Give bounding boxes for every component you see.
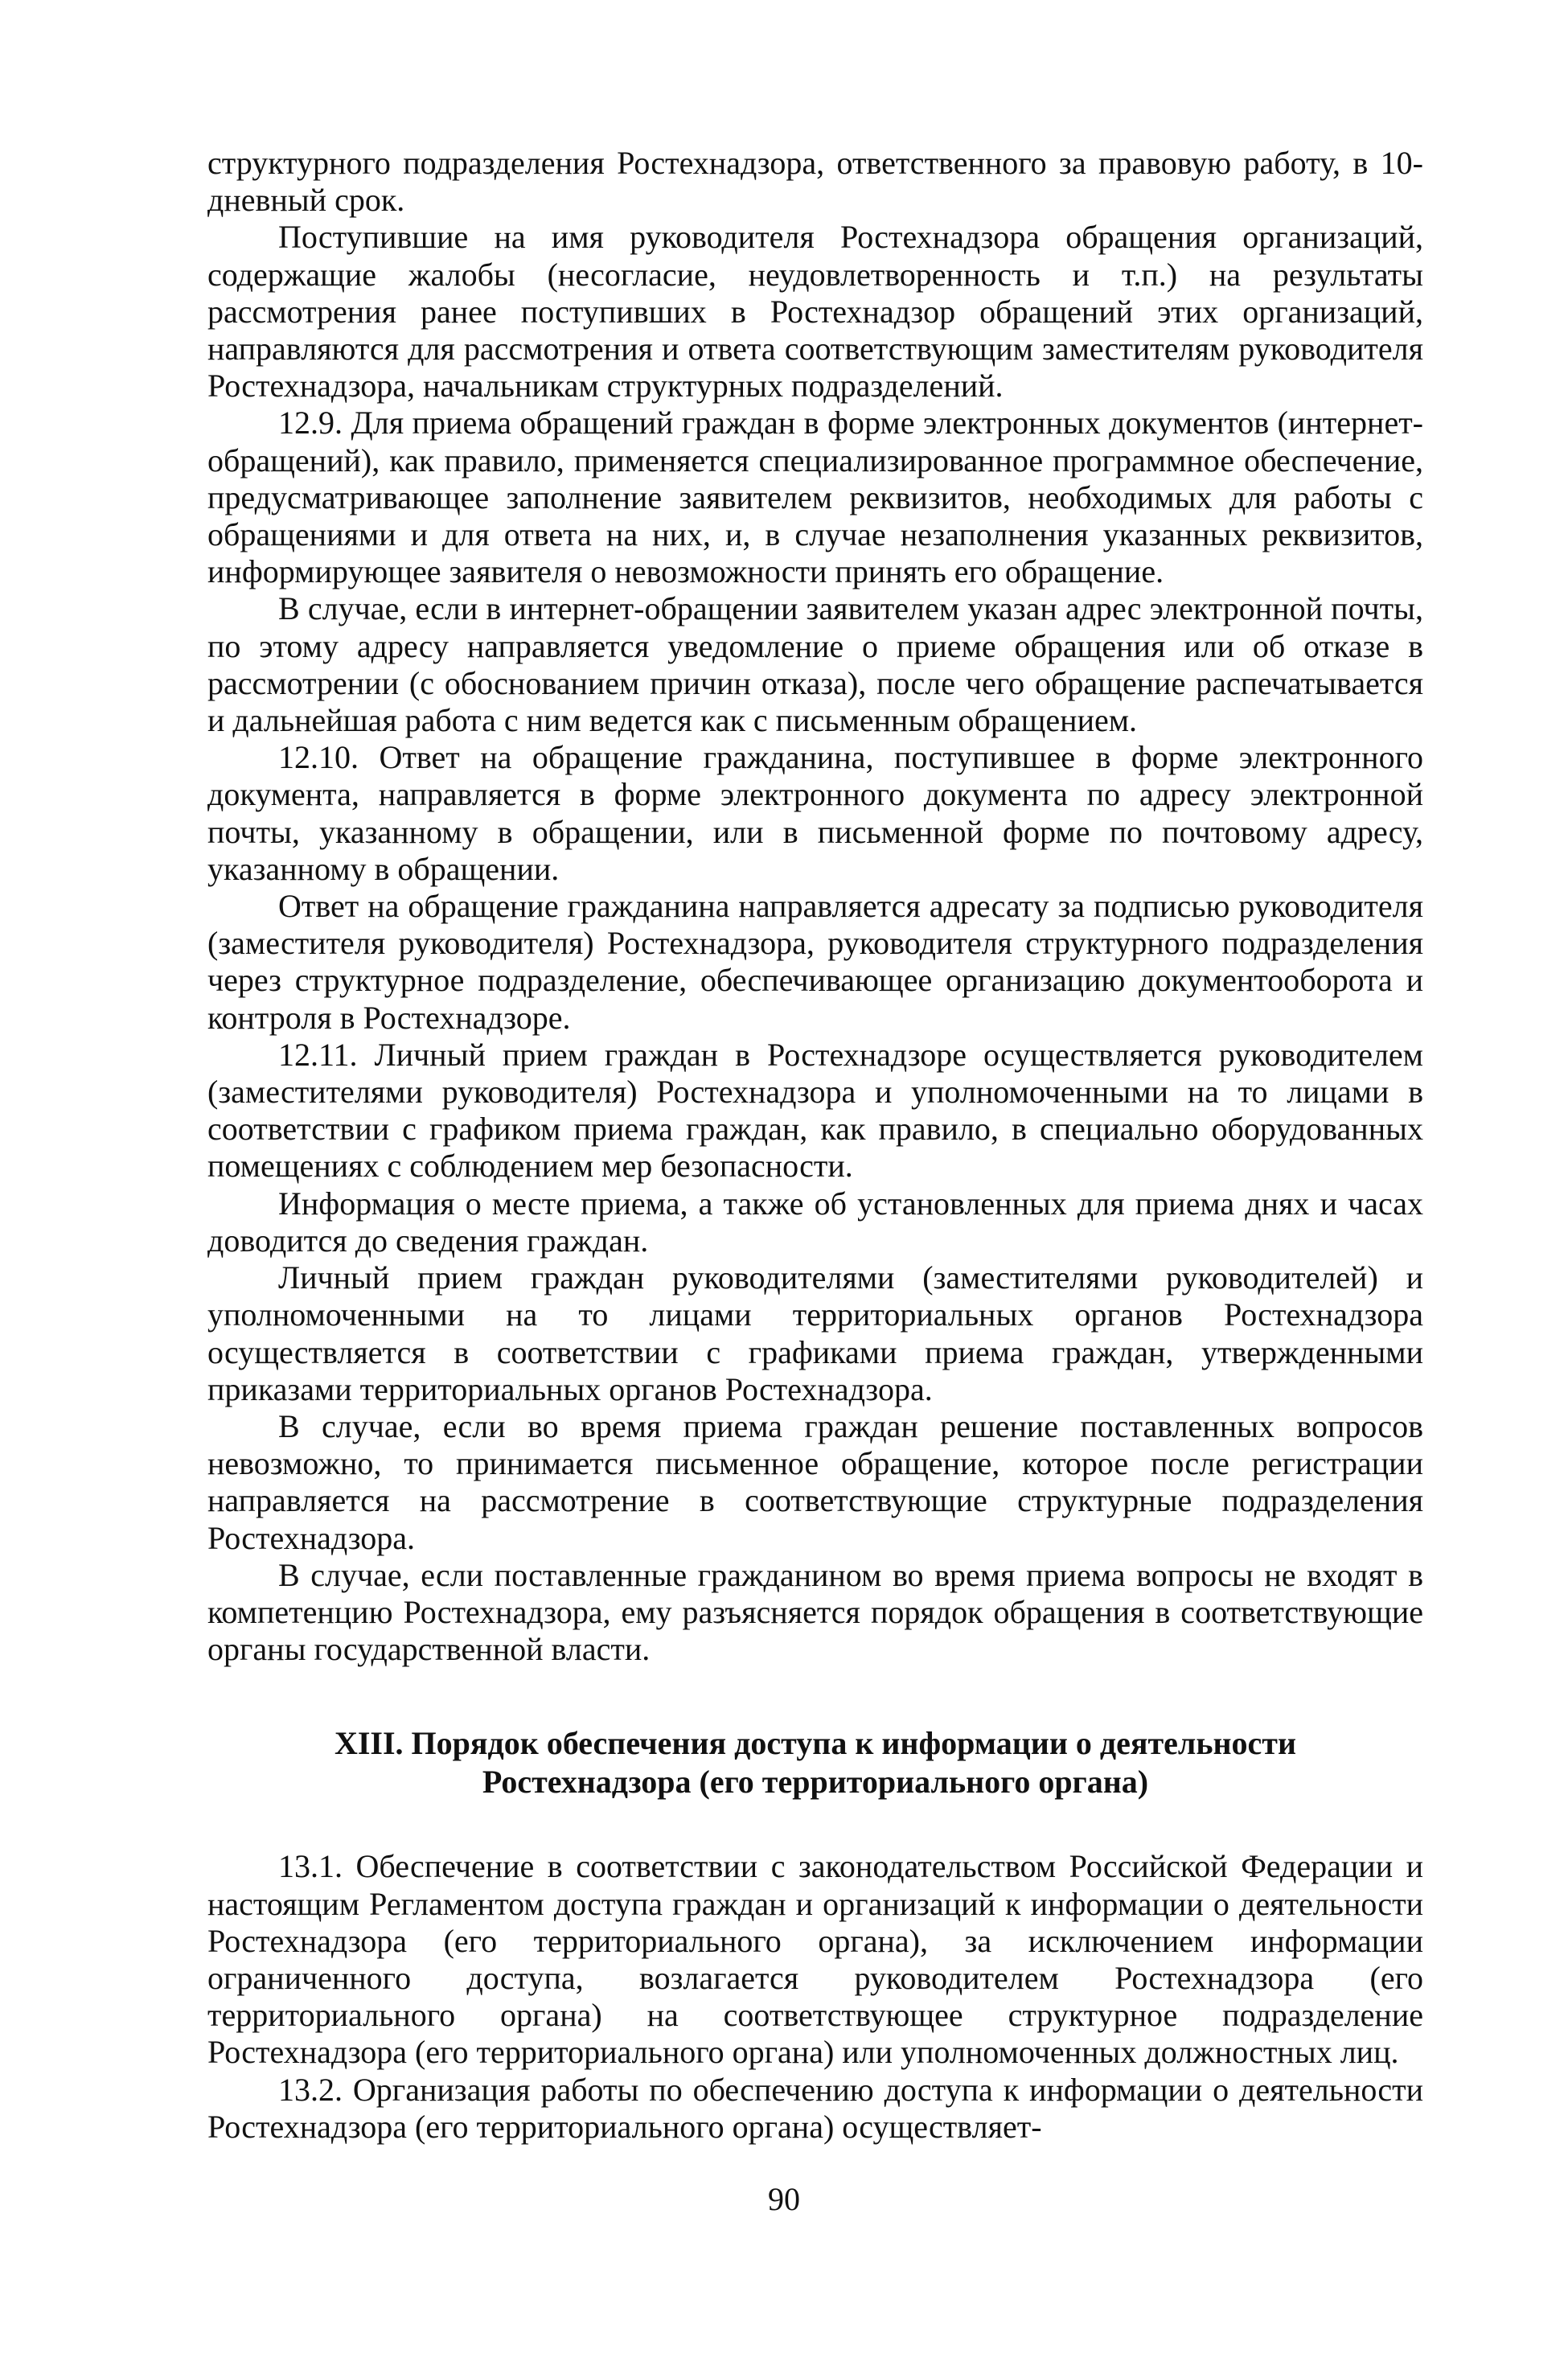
paragraph-12-11: 12.11. Личный прием граждан в Ростехнадзоре осуществляется руководителем (заместителями руководителя) Ростехнадзора и уполномоченными на то лицами в соответствии с графиком приема граждан, как правило, в специально оборудованных помещениях с соблюдением мер безопасности. [207,1036,1423,1185]
page-number: 90 [768,2181,800,2217]
paragraph-12-9: 12.9. Для приема обращений граждан в форме электронных документов (интернет-обращений), как правило, применяется специализированное программное обеспечение, предусматривающее заполнение заявителем реквизитов, необходимых для работы с обращениями и для ответа на них, и, в случае незаполнения указанных реквизитов, информирующее заявителя о невозможности принять его обращение. [207,405,1423,590]
paragraph-answer-signature: Ответ на обращение гражданина направляется адресату за подписью руководителя (заместителя руководителя) Ростехнадзора, руководителя структурного подразделения через структурное подразделение, обеспечивающее организацию документооборота и контроля в Ростехнадзоре. [207,888,1423,1036]
paragraph-13-2: 13.2. Организация работы по обеспечению доступа к информации о деятельности Ростехнадзора (его территориального органа) осуществляет- [207,2071,1423,2145]
paragraph-12-10: 12.10. Ответ на обращение гражданина, поступившее в форме электронного документа, направляется в форме электронного документа по адресу электронной почты, указанному в обращении, или в письменной форме по почтовому адресу, указанному в обращении. [207,739,1423,887]
section-heading-line-2: Ростехнадзора (его территориального органа) [482,1764,1149,1801]
paragraph-13-1: 13.1. Обеспечение в соответствии с законодательством Российской Федерации и настоящим Регламентом доступа граждан и организаций к информации о деятельности Ростехнадзора (его территориального органа), за исключением информации ограниченного доступа, возлагается руководителем Ростехнадзора (его территориального органа) на соответствующее структурное подразделение Ростехнадзора (его территориального органа) или уполномоченных должностных лиц. [207,1848,1423,2071]
paragraph-complaints: Поступившие на имя руководителя Ростехнадзора обращения организаций, содержащие жалобы (несогласие, неудовлетворенность и т.п.) на результаты рассмотрения ранее поступивших в Ростехнадзор обращений этих организаций, направляются для рассмотрения и ответа соответствующим заместителям руководителя Ростехнадзора, начальникам структурных подразделений. [207,219,1423,405]
paragraph-continuation: структурного подразделения Ростехнадзора, ответственного за правовую работу, в 10-дневный срок. [207,145,1423,219]
paragraph-reception-info: Информация о месте приема, а также об установленных для приема днях и часах доводится до сведения граждан. [207,1185,1423,1259]
paragraph-written-appeal: В случае, если во время приема граждан решение поставленных вопросов невозможно, то принимается письменное обращение, которое после регистрации направляется на рассмотрение в соответствующие структурные подразделения Ростехнадзора. [207,1407,1423,1556]
section-heading-xiii [240,1724,1391,1801]
paragraph-email-notice: В случае, если в интернет-обращении заявителем указан адрес электронной почты, по этому адресу направляется уведомление о приеме обращения или об отказе в рассмотрении (с обоснованием причин отказа), после чего обращение распечатывается и дальнейшая работа с ним ведется как с письменным обращением. [207,590,1423,739]
paragraph-territorial-reception: Личный прием граждан руководителями (заместителями руководителей) и уполномоченными на то лицами территориальных органов Ростехнадзора осуществляется в соответствии с графиками приема граждан, утвержденными приказами территориальных органов Ростехнадзора. [207,1259,1423,1407]
document-page [207,145,1423,2146]
paragraph-competence: В случае, если поставленные гражданином во время приема вопросы не входят в компетенцию Ростехнадзора, ему разъясняется порядок обращения в соответствующие органы государственной власти. [207,1556,1423,1668]
section-heading-line-1: XIII. Порядок обеспечения доступа к информации о деятельности [334,1725,1297,1762]
